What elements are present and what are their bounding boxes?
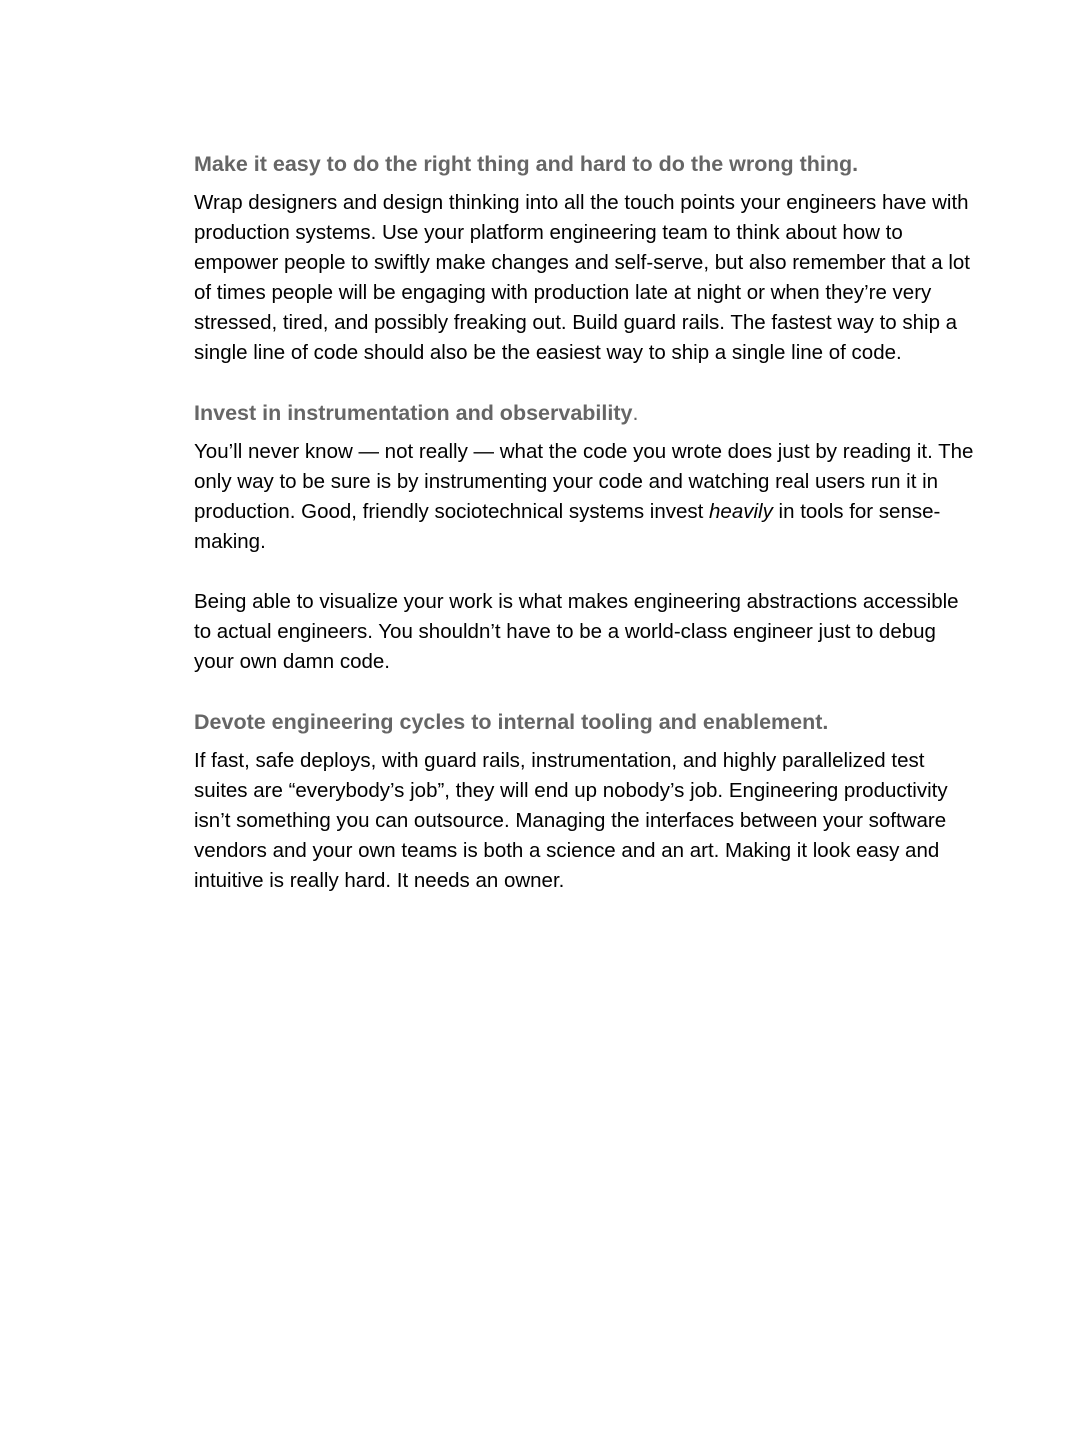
body-paragraph: If fast, safe deploys, with guard rails, instrumentation, and highly parallelized test suites are “everybody’s job”, they will end up nobody’s job. Engineering productivity isn’t something you can outsource. Managing the interfaces between your software vendors and your own teams is both a science and an art. Making it look easy and intuitive is really hard. It needs an owner. [194, 749, 948, 892]
section-heading [194, 707, 974, 737]
section-heading [194, 149, 974, 179]
document-body [194, 149, 974, 896]
paragraph-text: You’ll never know — not really — what the code you wrote does just by reading it. The only way to be sure is by instrumenting your code and watching real users run it in production. Good, friendly sociotechnical systems invest [194, 440, 974, 523]
paragraph-text: in tools for sense-making. [194, 500, 941, 553]
section-heading-text: Devote engineering cycles to internal tooling and enablement. [194, 710, 829, 734]
heading-period: . [632, 401, 639, 425]
body-paragraph [194, 437, 974, 557]
emphasis-text: heavily [709, 500, 773, 523]
section-heading-text: Invest in instrumentation and observability [194, 401, 633, 425]
section-heading-text: Make it easy to do the right thing and hard to do the wrong thing. [194, 152, 859, 176]
body-paragraph: Being able to visualize your work is what makes engineering abstractions accessible to actual engineers. You shouldn’t have to be a world-class engineer just to debug your own damn code. [194, 590, 959, 673]
section-heading [194, 398, 974, 428]
body-paragraph: Wrap designers and design thinking into all the touch points your engineers have with production systems. Use your platform engineering team to think about how to empower people to swiftly make changes and self-serve, but also remember that a lot of times people will be engaging with production late at night or when they’re very stressed, tired, and possibly freaking out. Build guard rails. The fastest way to ship a single line of code should also be the easiest way to ship a single line of code. [194, 191, 970, 364]
